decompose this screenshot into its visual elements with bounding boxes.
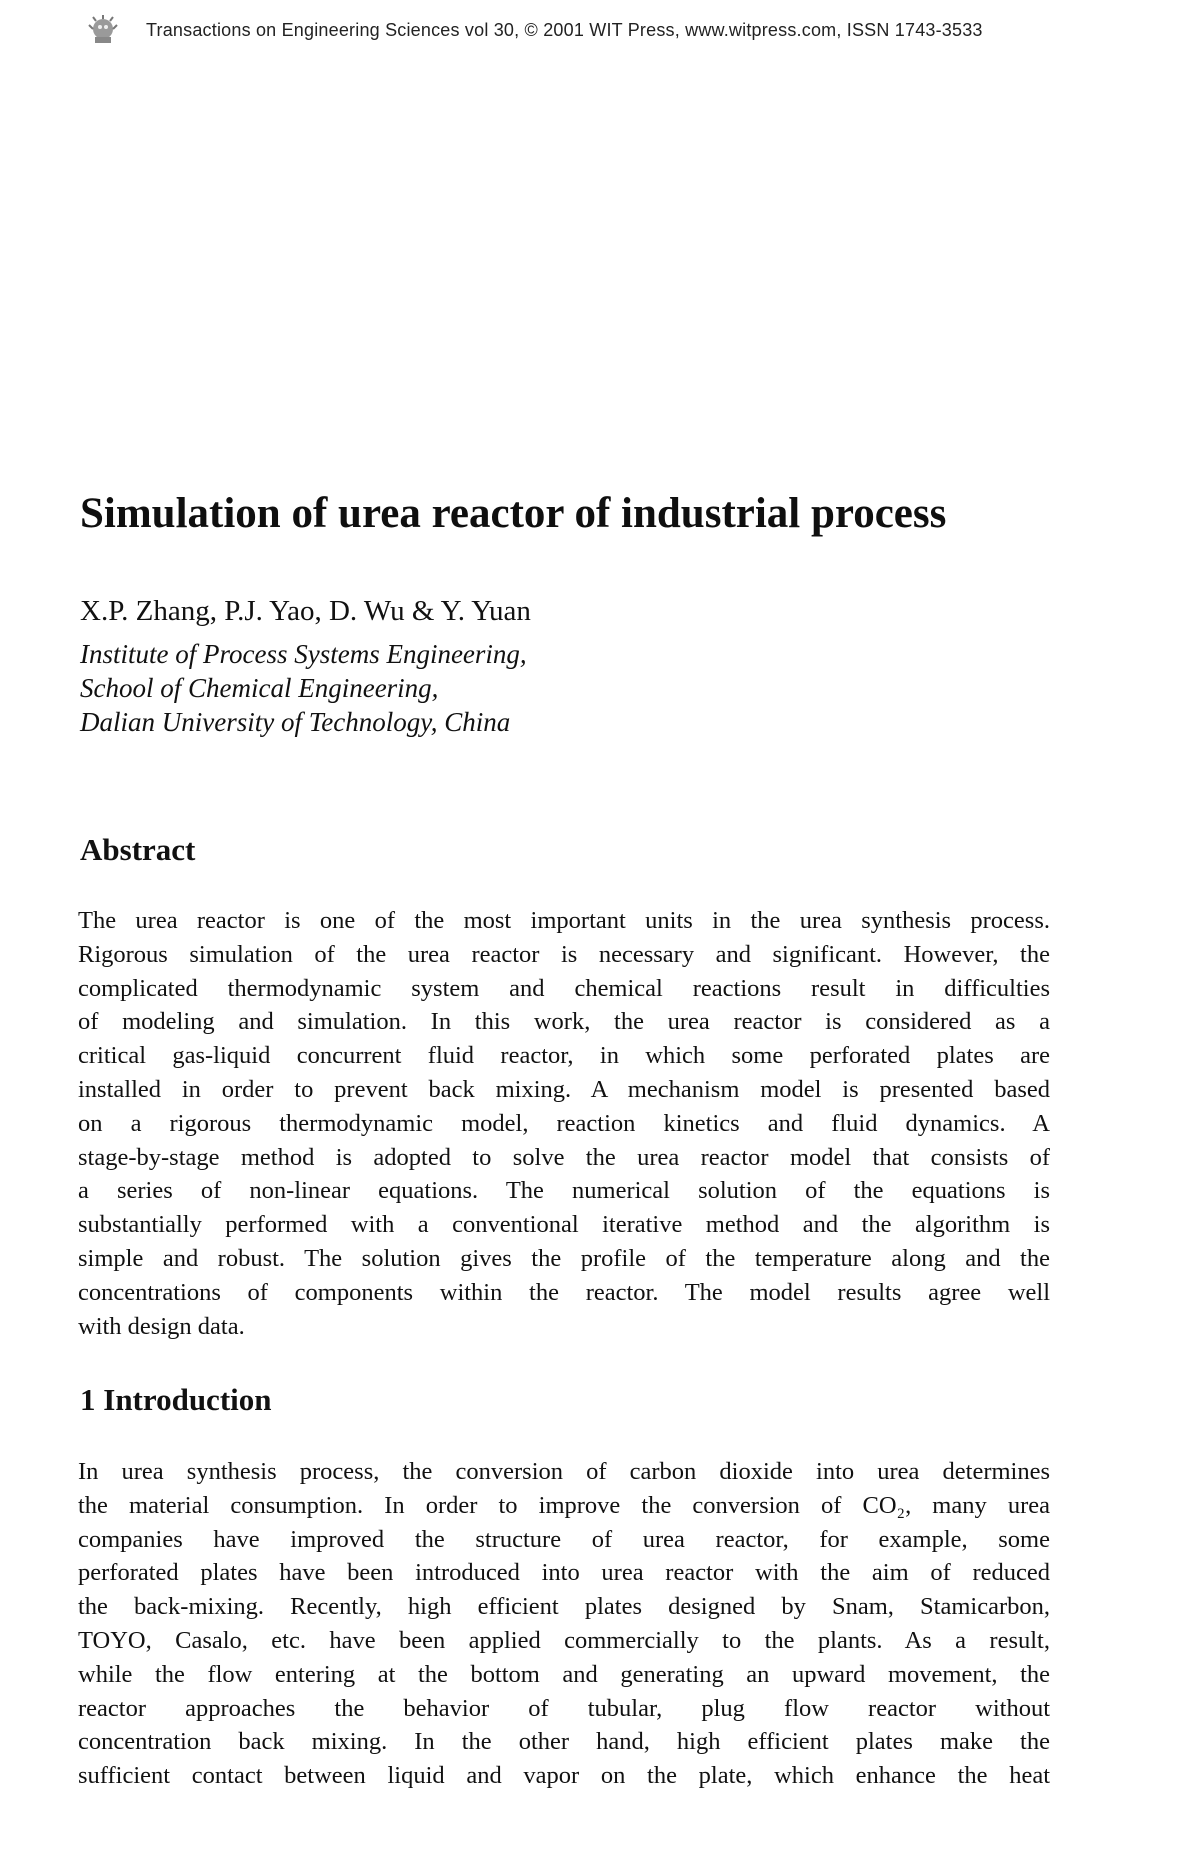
abstract-paragraph (78, 904, 1050, 1343)
author-list: X.P. Zhang, P.J. Yao, D. Wu & Y. Yuan (80, 595, 531, 627)
paper-title: Simulation of urea reactor of industrial process (80, 490, 947, 537)
text-line: The urea reactor is one of the most important units in the urea synthesis process. (78, 907, 1050, 934)
text-line: complicated thermodynamic system and chemical reactions result in difficulties (78, 974, 1050, 1002)
text-line: concentration back mixing. In the other hand, high efficient plates make the (78, 1728, 1050, 1756)
text-line: concentrations of components within the reactor. The model results agree well (78, 1278, 1050, 1306)
text-line: on a rigorous thermodynamic model, reaction kinetics and fluid dynamics. A (78, 1109, 1050, 1137)
text-line: of modeling and simulation. In this work, the urea reactor is considered as a (78, 1008, 1050, 1036)
wit-press-logo-icon (86, 13, 120, 47)
text-line: stage-by-stage method is adopted to solve the urea reactor model that consists of (78, 1143, 1050, 1171)
affiliation-line: Dalian University of Technology, China (80, 707, 511, 737)
text-line: the back-mixing. Recently, high efficient plates designed by Snam, Stamicarbon, (78, 1593, 1050, 1621)
text-line: reactor approaches the behavior of tubular, plug flow reactor without (78, 1694, 1050, 1722)
text-line: sufficient contact between liquid and vapor on the plate, which enhance the heat (78, 1762, 1050, 1790)
abstract-heading: Abstract (80, 832, 196, 867)
text-line: simple and robust. The solution gives the profile of the temperature along and the (78, 1244, 1050, 1272)
text-line: the material consumption. In order to improve the conversion of CO₂, many urea (78, 1491, 1050, 1519)
text-line: with design data. (78, 1312, 245, 1340)
text-line: Rigorous simulation of the urea reactor is necessary and significant. However, the (78, 940, 1050, 968)
affiliation-line: Institute of Process Systems Engineering, (80, 639, 527, 669)
text-line: a series of non-linear equations. The numerical solution of the equations is (78, 1177, 1050, 1205)
text-line: TOYO, Casalo, etc. have been applied commercially to the plants. As a result, (78, 1626, 1050, 1654)
introduction-paragraph (78, 1455, 1050, 1793)
text-line: companies have improved the structure of urea reactor, for example, some (78, 1525, 1050, 1553)
affiliation-line: School of Chemical Engineering, (80, 673, 439, 703)
text-line: perforated plates have been introduced into urea reactor with the aim of reduced (78, 1559, 1050, 1587)
text-line: installed in order to prevent back mixing. A mechanism model is presented based (78, 1075, 1050, 1103)
affiliation (80, 637, 527, 739)
text-line: while the flow entering at the bottom and generating an upward movement, the (78, 1660, 1050, 1688)
text-line: In urea synthesis process, the conversion of carbon dioxide into urea determines (78, 1458, 1050, 1485)
header-citation: Transactions on Engineering Sciences vol 30, © 2001 WIT Press, www.witpress.com, ISSN 1743-3533 (146, 19, 983, 40)
text-line: substantially performed with a conventional iterative method and the algorithm is (78, 1211, 1050, 1239)
introduction-heading: 1 Introduction (80, 1382, 272, 1417)
running-header (86, 10, 1116, 50)
text-line: critical gas-liquid concurrent fluid reactor, in which some perforated plates are (78, 1042, 1050, 1070)
